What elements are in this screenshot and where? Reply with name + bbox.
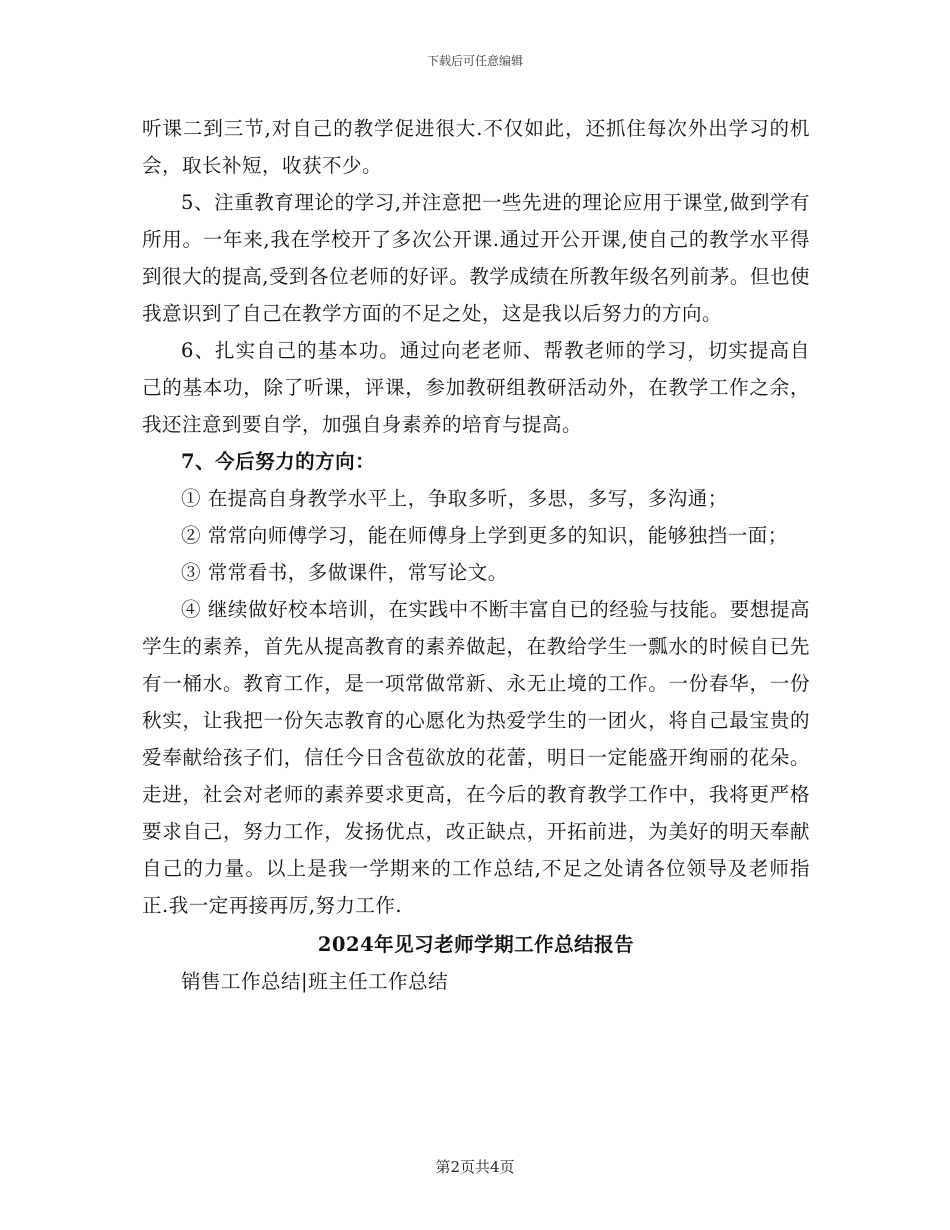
page-number: 第2页共4页 [435,1158,515,1176]
list-item-1: ① 在提高自身教学水平上，争取多听，多思，多写，多沟通； [181,487,728,510]
section-heading-7: 7、今后努力的方向： [181,450,376,473]
paragraph-2: 5、注重教育理论的学习,并注意把一些先进的理论应用于课堂,做到学有所用。一年来,我在学校开了多次公开课.通过开公开课,使自己的教学水平得到很大的提高,受到各位老师的好评。教学成绩在所教年级名列前茅。但也使我意识到了自己在教学方面的不足之处，这是我以后努力的方向。 [142,191,810,325]
document-title: 2024年见习老师学期工作总结报告 [317,933,635,956]
list-item-4: ④ 继续做好校本培训，在实践中不断丰富自已的经验与技能。要想提高学生的素养，首先从提高教育的素养做起，在教给学生一瓢水的时候自已先有一桶水。教育工作，是一项常做常新、永无止境的工作。一份春华，一份秋实，让我把一份矢志教育的心愿化为热爱学生的一团火，将自己最宝贵的爱奉献给孩子们，信任今日含苞欲放的花蕾，明日一定能盛开绚丽的花朵。走进，社会对老师的素养要求更高，在今后的教育教学工作中，我将更严格要求自己，努力工作，发扬优点，改正缺点，开拓前进，为美好的明天奉献自己的力量。以上是我一学期来的工作总结,不足之处请各位领导及老师指正.我一定再接再厉,努力工作. [142,598,810,917]
page-header-note: 下载后可任意编辑 [426,54,523,68]
list-item-3: ③ 常常看书，多做课件，常写论文。 [181,561,508,584]
related-links[interactable]: 销售工作总结|班主任工作总结 [181,970,449,993]
document-body [142,110,810,1000]
paragraph-1: 听课二到三节,对自己的教学促进很大.不仅如此，还抓住每次外出学习的机会，取长补短，收获不少。 [142,117,810,177]
paragraph-3: 6、扎实自己的基本功。通过向老老师、帮教老师的学习，切实提高自己的基本功，除了听课，评课，参加教研组教研活动外，在教学工作之余，我还注意到要自学，加强自身素养的培育与提高。 [142,339,810,436]
list-item-2: ② 常常向师傅学习，能在师傅身上学到更多的知识，能够独挡一面； [181,524,788,547]
